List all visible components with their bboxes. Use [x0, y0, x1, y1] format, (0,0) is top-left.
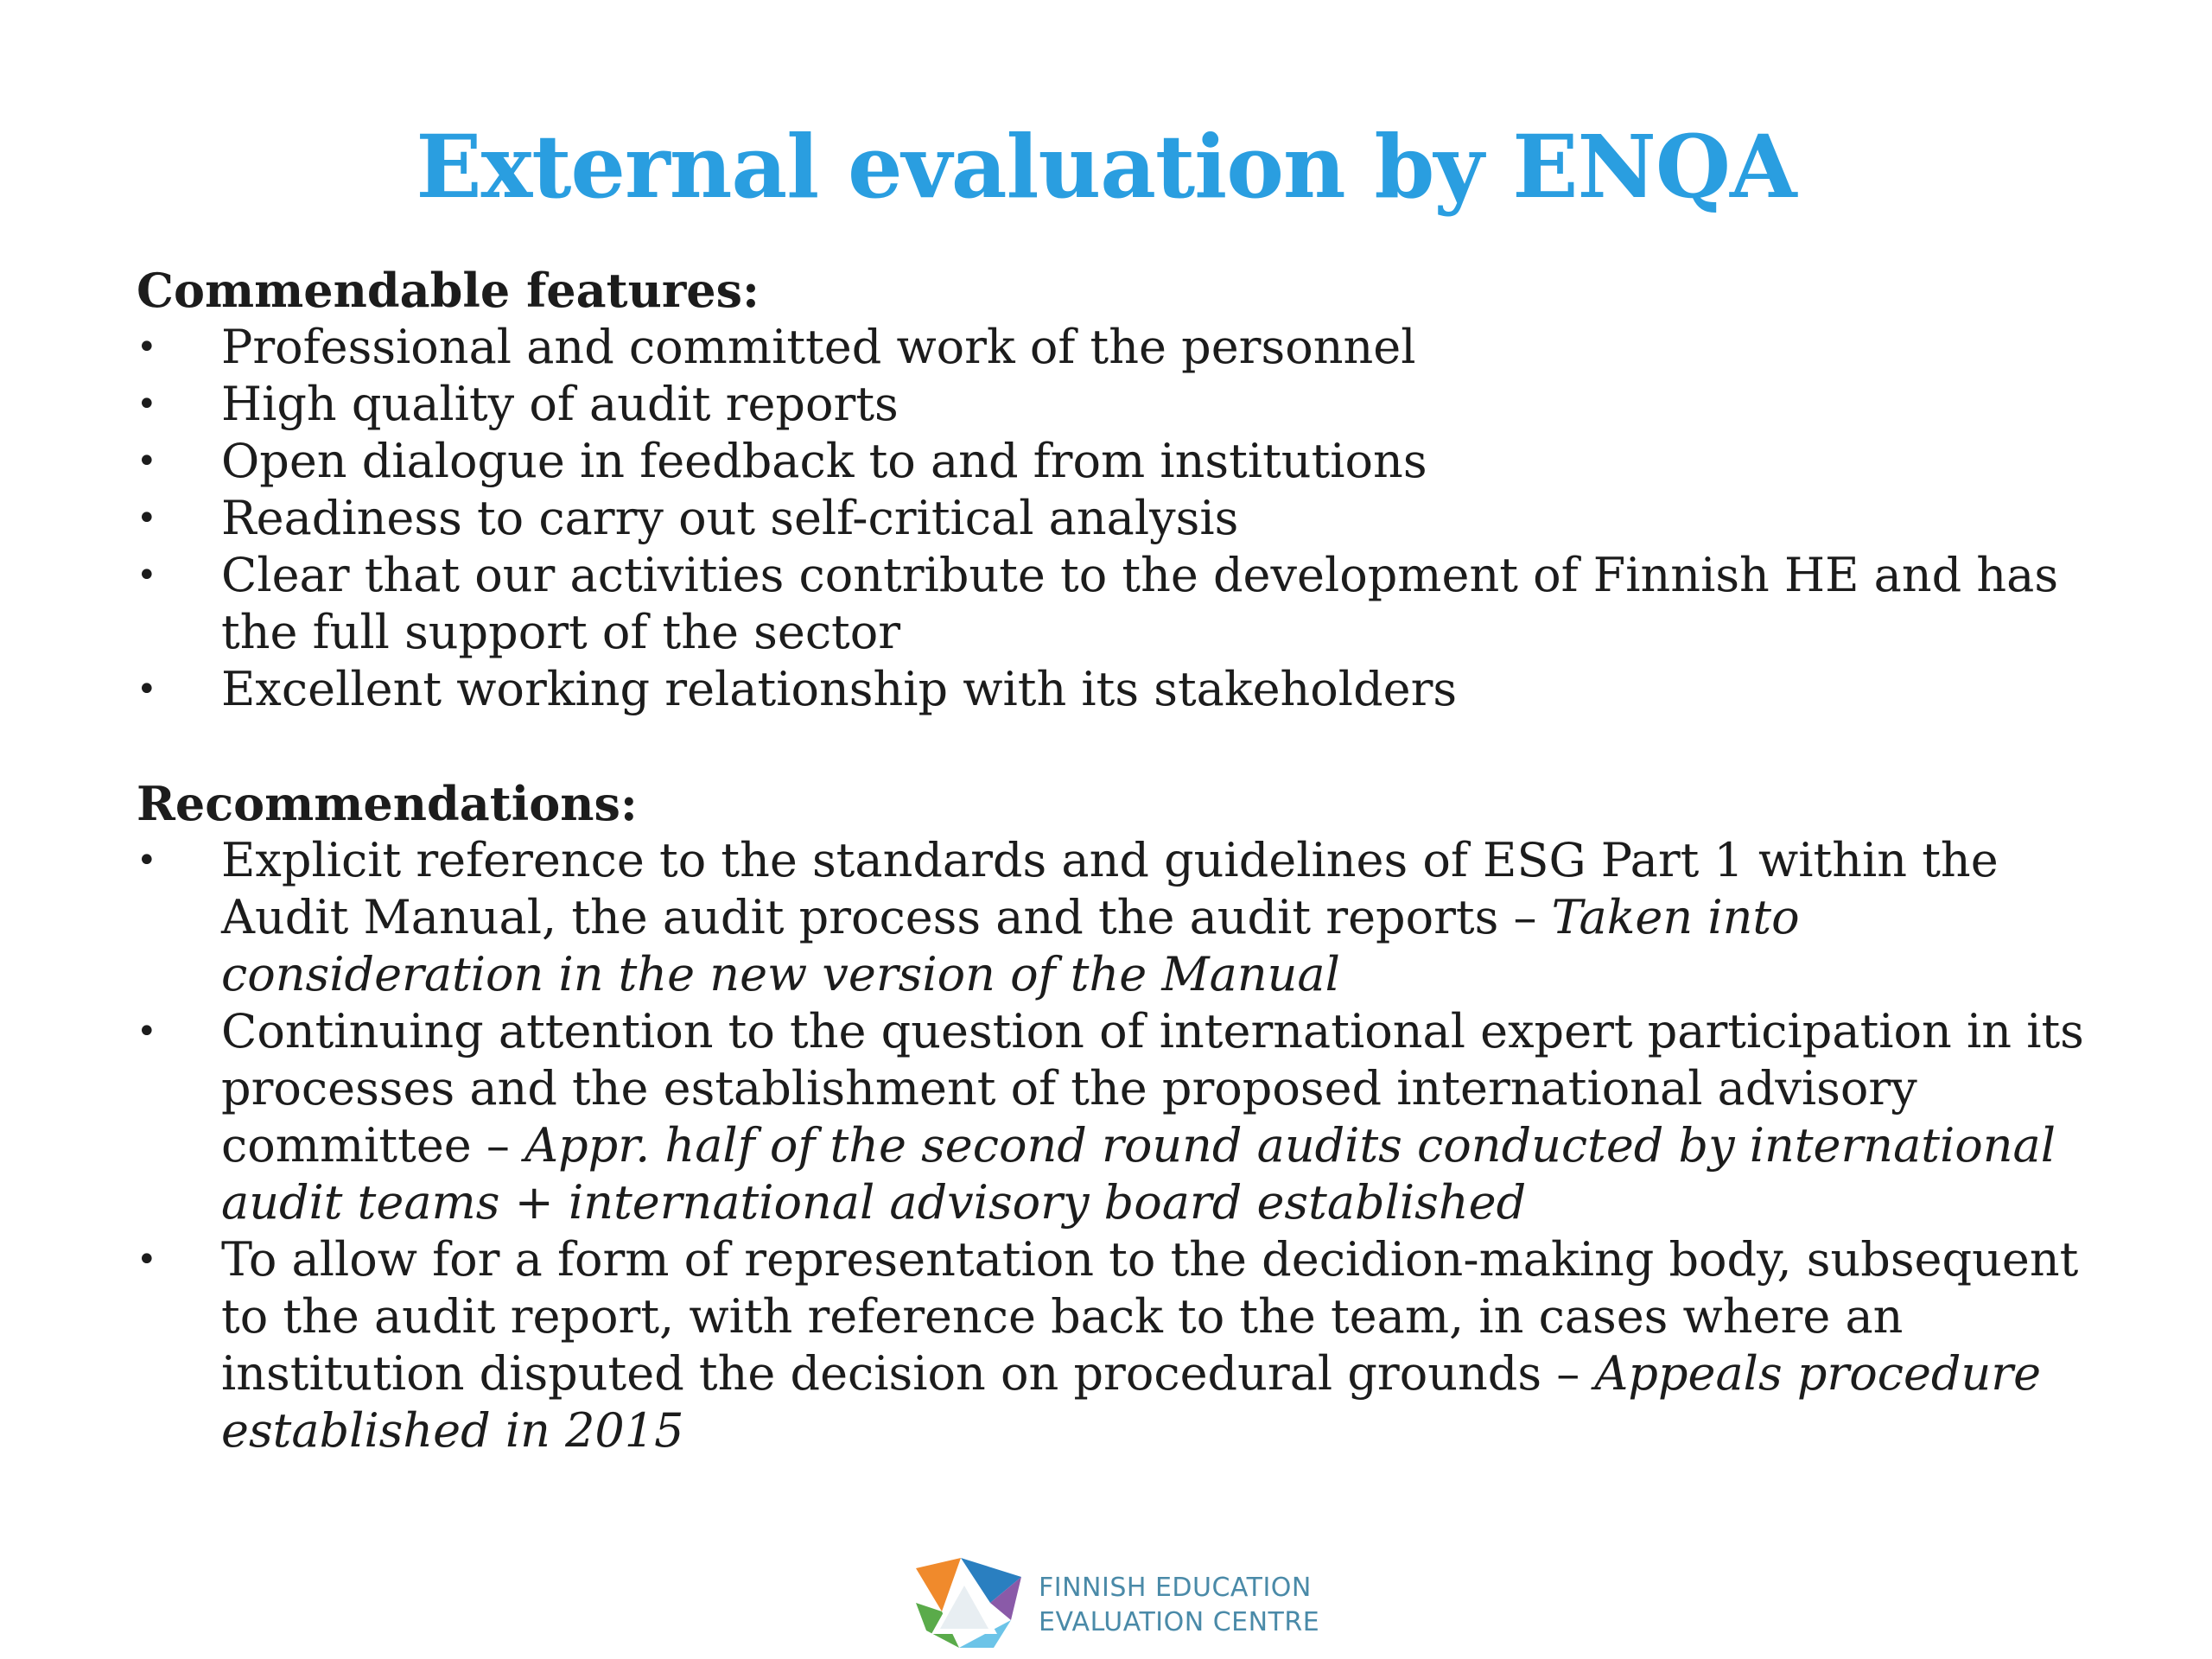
- recommendations-heading: Recommendations:: [137, 776, 638, 831]
- bullet-icon: •: [137, 1240, 157, 1280]
- slide-title: External evaluation by ENQA: [416, 116, 1796, 218]
- list-item-text: Professional and committed work of the personnel: [221, 320, 1416, 374]
- bullet-icon: •: [137, 556, 157, 595]
- logo-wordmark: [1039, 1571, 1319, 1640]
- recommendation-text: To allow for a form of representation to the decidion-making body, subsequent to the audit report, with reference back to the team, in cases where an institution disputed the decision on procedural grounds –: [221, 1232, 2079, 1401]
- logo-line-1: FINNISH EDUCATION: [1039, 1573, 1312, 1603]
- recommendation-text: Continuing attention to the question of international expert participation in its processes and the establishment of the proposed international advisory committee –: [221, 1004, 2084, 1173]
- logo-line-2: EVALUATION CENTRE: [1039, 1607, 1320, 1637]
- recommendation-response: Taken into consideration in the new version of the Manual: [221, 890, 1800, 1001]
- list-item-text: Open dialogue in feedback to and from institutions: [221, 434, 1427, 488]
- recommendation-response: Appr. half of the second round audits conducted by international audit teams + international advisory board established: [221, 1118, 2056, 1230]
- commendable-list: [137, 319, 2124, 718]
- recommendation-text: Explicit reference to the standards and guidelines of ESG Part 1 within the Audit Manual, the audit process and the audit reports –: [221, 833, 1999, 944]
- list-item: [137, 547, 2124, 661]
- bullet-icon: •: [137, 841, 157, 880]
- recommendation-response: Appeals procedure established in 2015: [221, 1346, 2042, 1458]
- list-item: [137, 661, 2124, 718]
- list-item-text: Clear that our activities contribute to the development of Finnish HE and has the full support of the sector: [221, 548, 2059, 659]
- commendable-heading: Commendable features:: [137, 263, 760, 318]
- list-item: [137, 832, 2124, 1003]
- bullet-icon: •: [137, 385, 157, 424]
- list-item: [137, 490, 2124, 547]
- triangle-logo-icon: [907, 1551, 1028, 1655]
- list-item-text: High quality of audit reports: [221, 377, 899, 431]
- section-gap: [137, 718, 2124, 775]
- bullet-icon: •: [137, 1012, 157, 1052]
- list-item: [137, 433, 2124, 490]
- list-item-text: Excellent working relationship with its stakeholders: [221, 662, 1458, 716]
- bullet-icon: •: [137, 670, 157, 709]
- list-item: [137, 319, 2124, 376]
- slide-body: [137, 262, 2124, 1459]
- bullet-icon: •: [137, 442, 157, 481]
- karvi-logo: [907, 1551, 1320, 1655]
- list-item: [137, 1003, 2124, 1231]
- recommendations-list: [137, 832, 2124, 1459]
- list-item: [137, 1231, 2124, 1459]
- list-item: [137, 376, 2124, 433]
- bullet-icon: •: [137, 499, 157, 538]
- list-item-text: Readiness to carry out self-critical analysis: [221, 491, 1239, 545]
- bullet-icon: •: [137, 327, 157, 367]
